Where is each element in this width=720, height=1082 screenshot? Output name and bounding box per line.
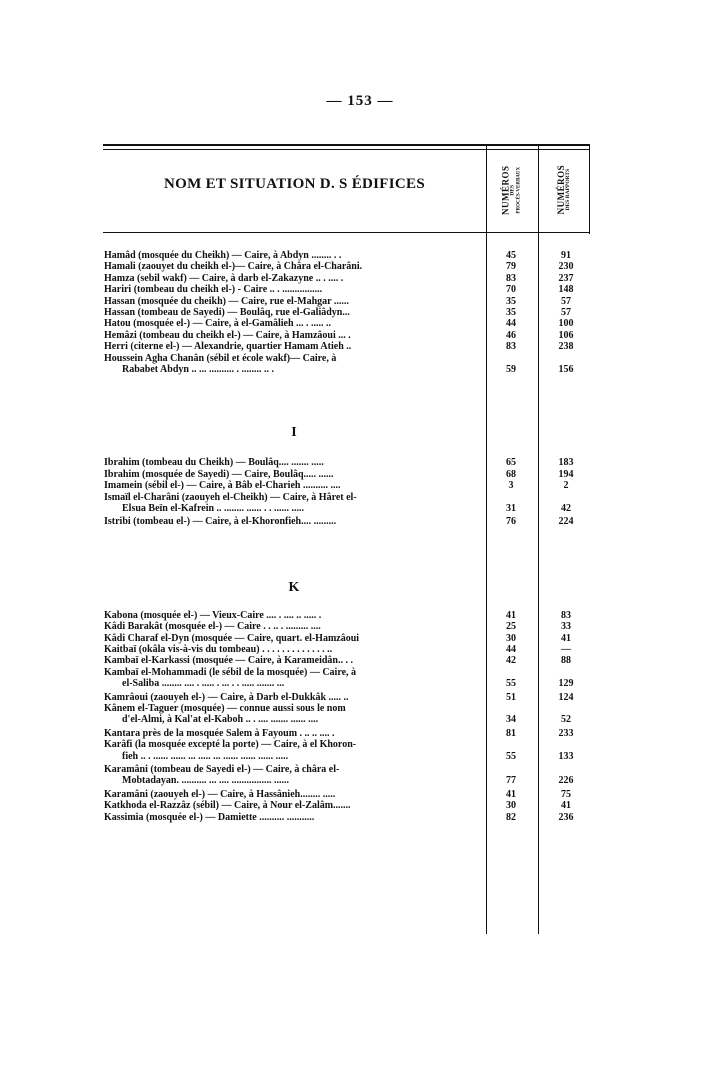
proces-verbal-number: 45: [506, 250, 516, 261]
table-row: [104, 296, 484, 307]
rapport-number: 57: [561, 307, 571, 318]
entry-continuation: d'el-Almi, à Kal'at el-Kaboh .. . .... ....... ...... ....: [122, 714, 319, 726]
table-row: [104, 703, 484, 726]
rapport-number: 100: [558, 318, 574, 330]
table-row: [104, 480, 484, 491]
rapport-number: 41: [561, 632, 571, 644]
table-row: [104, 764, 484, 787]
rapport-number: 194: [558, 468, 574, 480]
rapport-number: 2: [563, 480, 569, 492]
entry-name: Hatou (mosquée el-) — Caire, à el-Gamâlieh ... . ..... ..: [104, 318, 332, 330]
entry-name: Houssein Agha Chanân (sébil et école wakf)— Caire, à: [104, 352, 337, 364]
column-header-rapports: [545, 150, 585, 230]
proces-verbal-number: 41: [506, 609, 516, 621]
proces-verbal-number: 46: [506, 329, 516, 341]
proces-verbal-number: 79: [506, 261, 516, 273]
rapport-number: 75: [561, 788, 571, 800]
table-row: [104, 330, 484, 341]
table-row: [104, 516, 484, 527]
rapport-number: 124: [558, 691, 574, 703]
rapport-number: 224: [558, 516, 574, 528]
rapport-number: 183: [558, 457, 574, 469]
rapport-number: 57: [561, 295, 571, 307]
rapport-number: 237: [558, 272, 574, 284]
entry-name: Karamâni (tombeau de Sayedi el-) — Caire, à châra el-: [104, 764, 340, 775]
col1-line2: DES: [510, 184, 517, 196]
table-row: [104, 273, 484, 284]
column-header-name: NOM ET SITUATION D. S ÉDIFICES: [163, 176, 425, 192]
rapport-number: 156: [558, 364, 574, 375]
entry-name: Hassan (tombeau de Sayedi) — Boulâq, rue el-Galiâdyn...: [104, 307, 350, 318]
table-row: [104, 728, 484, 739]
proces-verbal-number: 25: [506, 621, 516, 633]
table-row: [104, 667, 484, 690]
table-row: [104, 261, 484, 272]
entry-continuation: el-Saliba ........ .... . ..... . ... . . ..... ....... ...: [122, 678, 285, 690]
column-divider-left: [486, 144, 487, 934]
table-row: [104, 789, 484, 800]
entry-name: Ibrahim (tombeau du Cheikh) — Boulâq.... ....... .....: [104, 457, 324, 469]
entry-name: Karamâni (zaouyeh el-) — Caire, à Hassânieh........ .....: [104, 788, 336, 800]
proces-verbal-number: 68: [506, 468, 516, 480]
proces-verbal-number: 42: [506, 655, 516, 667]
proces-verbal-number: 3: [508, 480, 514, 492]
proces-verbal-number: 55: [506, 750, 516, 762]
entry-name: Herri (citerne el-) — Alexandrie, quartier Hamam Atieh ..: [104, 341, 352, 353]
table-row: [104, 492, 484, 515]
proces-verbal-number: 41: [506, 788, 516, 800]
col1-line1: NUMÉROS: [500, 165, 511, 215]
entry-name: Katkhoda el-Razzâz (sébil) — Caire, à Nour el-Zalâm.......: [104, 800, 351, 812]
table-row: [104, 644, 484, 655]
table-row: [104, 610, 484, 621]
rapport-number: 41: [561, 800, 571, 812]
table-row: [104, 739, 484, 762]
rapport-number: 33: [561, 621, 571, 633]
entry-name: Hamza (sebil wakf) — Caire, à darb el-Zakazyne .. . .... .: [104, 272, 344, 284]
proces-verbal-number: 30: [506, 632, 516, 644]
entry-name: Hamali (zaouyet du cheikh el-)— Caire, à Châra el-Charâni.: [104, 261, 363, 273]
proces-verbal-number: 34: [506, 714, 516, 726]
proces-verbal-number: 44: [506, 644, 516, 655]
section-letter: I: [291, 425, 297, 441]
rapport-number: 230: [558, 261, 574, 273]
column-divider-right: [589, 144, 590, 234]
proces-verbal-number: 83: [506, 341, 516, 353]
table-row: [104, 307, 484, 318]
table-row: [104, 692, 484, 703]
entry-name: Kâdi Barakât (mosquée el-) — Caire . . .. . ......... ....: [104, 621, 321, 633]
col2-line2: DES RAPPORTS: [565, 169, 572, 211]
entry-name: Ismaïl el-Charâni (zaouyeh el-Cheikh) — Caire, à Hâret el-: [104, 491, 357, 503]
proces-verbal-number: 82: [506, 811, 516, 823]
entry-name: Hamâd (mosquée du Cheikh) — Caire, à Abdyn ........ . .: [104, 250, 342, 261]
rapport-number: —: [561, 644, 571, 655]
proces-verbal-number: 55: [506, 678, 516, 690]
proces-verbal-number: 30: [506, 800, 516, 812]
proces-verbal-number: 81: [506, 727, 516, 739]
proces-verbal-number: 35: [506, 307, 516, 318]
rapport-number: 42: [561, 503, 571, 514]
rapport-number: 236: [558, 811, 574, 823]
proces-verbal-number: 77: [506, 775, 516, 787]
entry-name: Kambaï el-Karkassi (mosquée — Caire, à Karameidân.. . .: [104, 655, 353, 667]
entry-name: Imamein (sébil el-) — Caire, à Bâb el-Charieh .......... ....: [104, 480, 341, 492]
entry-name: Hassan (mosquée du cheikh) — Caire, rue el-Mahgar ......: [104, 295, 349, 307]
table-row: [104, 633, 484, 644]
table-row: [104, 457, 484, 468]
proces-verbal-number: 83: [506, 272, 516, 284]
entry-name: Kânem el-Taguer (mosquée) — connue aussi sous le nom: [104, 703, 346, 714]
entry-name: Kantara près de la mosquée Salem à Fayoum . .. .. .... .: [104, 727, 335, 739]
entry-continuation: Mobtadayan. .......... ... .... ................ ......: [122, 775, 289, 787]
proces-verbal-number: 35: [506, 295, 516, 307]
entry-name: Kambaï el-Mohammadi (le sébil de la mosquée) — Caire, à: [104, 666, 357, 678]
rapport-number: 148: [558, 284, 574, 296]
rapport-number: 129: [558, 678, 574, 690]
entry-continuation: Elsua Beïn el-Kafrein .. ........ ...... . . ...... .....: [122, 503, 305, 514]
column-divider-middle: [538, 144, 539, 934]
proces-verbal-number: 70: [506, 284, 516, 296]
entry-name: Kabona (mosquée el-) — Vieux-Caire .... . .... .. ..... .: [104, 609, 322, 621]
entry-name: Istribi (tombeau el-) — Caire, à el-Khoronfieh.... .........: [104, 516, 337, 528]
column-header-proces-verbaux: [492, 150, 532, 230]
entry-name: Karâfi (la mosquée excepté la porte) — Caire, à el Khoron-: [104, 739, 357, 751]
entry-name: Kaitbaï (okâla vis-à-vis du tombeau) . . . . . . . . . . . . . ..: [104, 644, 333, 655]
proces-verbal-number: 51: [506, 691, 516, 703]
proces-verbal-number: 76: [506, 516, 516, 528]
table-top-rule: [103, 144, 589, 146]
entry-name: Kamrâoui (zaouyeh el-) — Caire, à Darb el-Dukkâk ..... ..: [104, 691, 349, 703]
table-row: [104, 284, 484, 295]
table-row: [104, 655, 484, 666]
proces-verbal-number: 44: [506, 318, 516, 330]
table-row: [104, 800, 484, 811]
rapport-number: 91: [561, 250, 571, 261]
rapport-number: 226: [558, 775, 574, 787]
col2-line1: NUMÉROS: [556, 165, 567, 215]
proces-verbal-number: 65: [506, 457, 516, 469]
col1-line3: PROCÈS-VERBAUX: [516, 166, 522, 214]
entry-name: Hariri (tombeau du cheikh el-) - Caire .. . ................: [104, 284, 323, 296]
entry-name: Kâdi Charaf el-Dyn (mosquée — Caire, quart. el-Hamzâoui: [104, 632, 360, 644]
section-letter: K: [288, 579, 300, 595]
table-row: [104, 812, 484, 823]
entry-name: Ibrahim (mosquée de Sayedi) — Caire, Boulâq..... ......: [104, 468, 334, 480]
header-bottom-rule: [103, 232, 589, 233]
proces-verbal-number: 59: [506, 364, 516, 375]
table-row: [104, 353, 484, 376]
rapport-number: 88: [561, 655, 571, 667]
entry-name: Kassimia (mosquée el-) — Damiette .......... ...........: [104, 811, 315, 823]
rapport-number: 52: [561, 714, 571, 726]
table-row: [104, 318, 484, 329]
rapport-number: 83: [561, 609, 571, 621]
entry-name: Hemâzi (tombeau du cheikh el-) — Caire, à Hamzâoui ... .: [104, 329, 351, 341]
table-row: [104, 621, 484, 632]
entry-continuation: Rababet Abdyn .. ... .......... . ........ .. .: [122, 364, 274, 375]
table-row: [104, 469, 484, 480]
rapport-number: 233: [558, 727, 574, 739]
rapport-number: 238: [558, 341, 574, 353]
entry-continuation: fieh .. . ...... ...... ... ..... ... ...... ...... ...... .....: [122, 750, 289, 762]
page-number: — 153 —: [326, 93, 394, 109]
table-row: [104, 250, 484, 261]
proces-verbal-number: 31: [506, 503, 516, 514]
table-row: [104, 341, 484, 352]
rapport-number: 106: [558, 329, 574, 341]
rapport-number: 133: [558, 750, 574, 762]
